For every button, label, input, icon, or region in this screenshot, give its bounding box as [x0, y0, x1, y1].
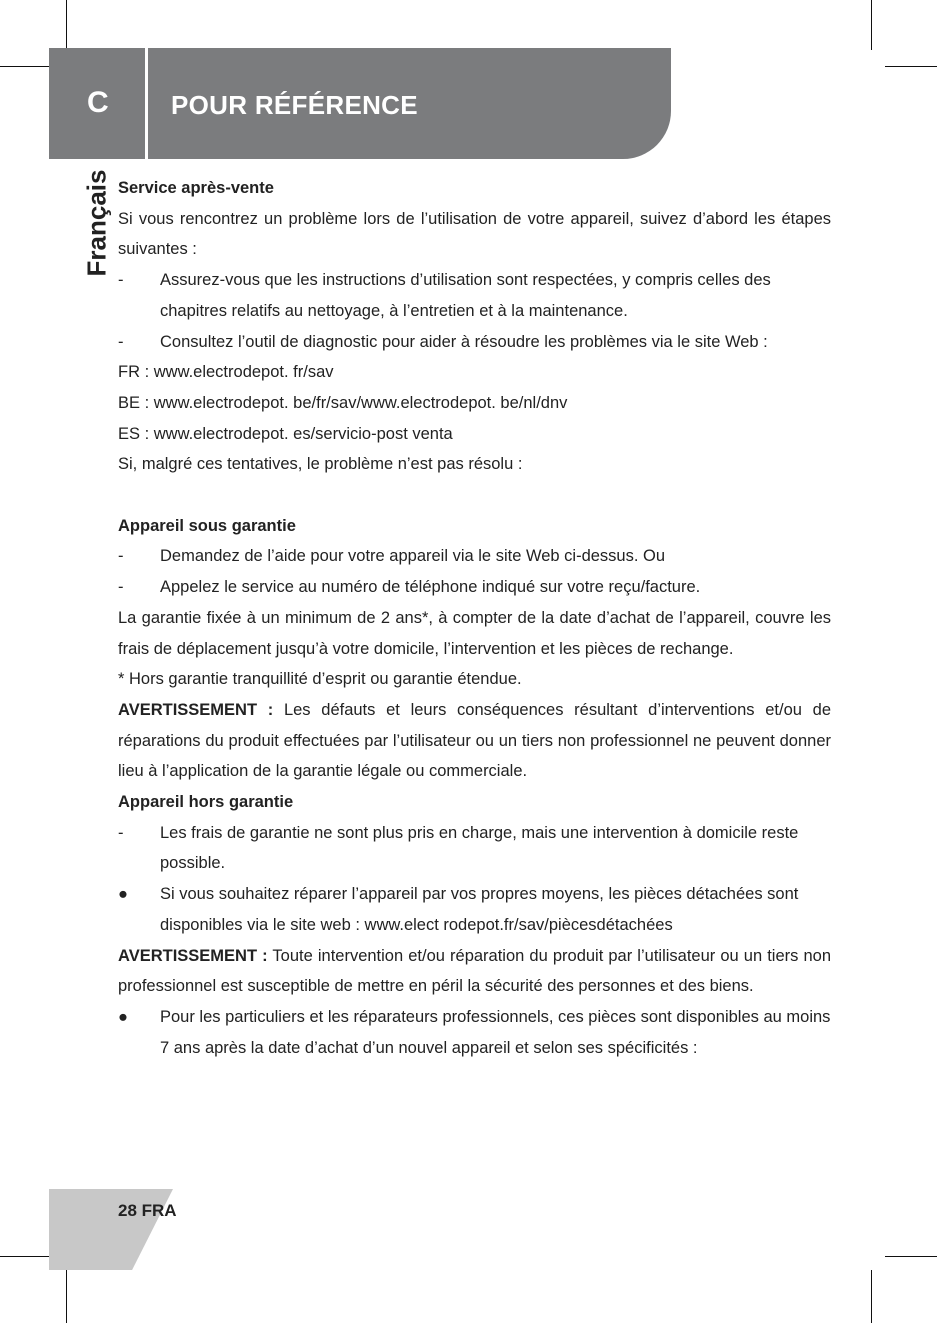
list-text: Assurez-vous que les instructions d’utilisation sont respectées, y compris celles des chapitres relatifs au nettoyage, à l’entretien et à la maintenance.: [160, 271, 771, 320]
crop-mark: [871, 0, 872, 50]
list-item: [118, 572, 831, 603]
section-heading: Service après-vente: [118, 179, 274, 197]
warning-label: AVERTISSEMENT :: [118, 946, 268, 965]
list-marker: -: [118, 823, 124, 842]
list-text: Demandez de l’aide pour votre appareil via le site Web ci-dessus. Ou: [160, 547, 666, 566]
list-item: [118, 879, 831, 940]
page-body: [118, 173, 831, 1063]
crop-mark: [66, 0, 67, 50]
warning-label: AVERTISSEMENT :: [118, 700, 274, 719]
url-es: ES : www.electrodepot. es/servicio-post venta: [118, 424, 453, 443]
list-item: [118, 818, 831, 879]
footnote: * Hors garantie tranquillité d’esprit ou garantie étendue.: [118, 670, 522, 689]
list-item: [118, 265, 831, 326]
list-text: Pour les particuliers et les réparateurs professionnels, ces pièces sont disponibles au moins 7 ans après la date d’achat d’un nouvel appareil et selon ses spécificités :: [160, 1007, 831, 1057]
bullet-icon: ●: [118, 885, 128, 904]
list-text: Les frais de garantie ne sont plus pris en charge, mais une intervention à domicile reste possible.: [160, 823, 799, 873]
url-be: BE : www.electrodepot. be/fr/sav/www.electrodepot. be/nl/dnv: [118, 393, 568, 412]
paragraph: Si, malgré ces tentatives, le problème n’est pas résolu :: [118, 455, 523, 474]
chapter-title: POUR RÉFÉRENCE: [171, 90, 418, 120]
list-marker: -: [118, 332, 124, 351]
list-marker: -: [118, 578, 124, 597]
warning-text: Toute intervention et/ou réparation du produit par l’utilisateur ou un tiers non professionnel est susceptible de mettre en péril la sécurité des personnes et des biens.: [118, 946, 831, 996]
list-item: [118, 541, 831, 572]
page-number: 28 FRA: [118, 1201, 177, 1220]
url-fr: FR : www.electrodepot. fr/sav: [118, 363, 334, 382]
crop-mark: [66, 1270, 67, 1323]
crop-mark: [871, 1270, 872, 1323]
crop-mark: [885, 66, 937, 67]
warning: [118, 941, 831, 1002]
list-text: Consultez l’outil de diagnostic pour aider à résoudre les problèmes via le site Web :: [160, 332, 768, 351]
language-tab: Français: [81, 169, 112, 277]
list-marker: -: [118, 547, 124, 566]
chapter-header: [49, 48, 671, 159]
crop-mark: [885, 1256, 937, 1257]
warning: [118, 695, 831, 787]
warning-text: Les défauts et leurs conséquences résultant d’interventions et/ou de réparations du produit effectuées par l’utilisateur ou un tiers non professionnel ne peuvent donner lieu à l’application de la garantie légale ou commerciale.: [118, 700, 832, 781]
list-item: [118, 327, 831, 358]
bullet-icon: ●: [118, 1007, 128, 1026]
list-marker: -: [118, 271, 124, 290]
paragraph: Si vous rencontrez un problème lors de l’utilisation de votre appareil, suivez d’abord les étapes suivantes :: [118, 209, 831, 259]
crop-mark: [0, 66, 50, 67]
list-text: Si vous souhaitez réparer l’appareil par vos propres moyens, les pièces détachées sont disponibles via le site web : www.elect rodepot.fr/sav/piècesdétachées: [160, 885, 799, 934]
section-heading: Appareil sous garantie: [118, 516, 296, 535]
list-item: [118, 1002, 831, 1063]
divider: [145, 48, 148, 159]
paragraph: La garantie fixée à un minimum de 2 ans*, à compter de la date d’achat de l’appareil, couvre les frais de déplacement jusqu’à votre domicile, l’intervention et les pièces de rechange.: [118, 608, 831, 658]
section-heading: Appareil hors garantie: [118, 793, 294, 812]
chapter-letter: C: [87, 86, 109, 119]
list-text: Appelez le service au numéro de téléphone indiqué sur votre reçu/facture.: [160, 578, 701, 597]
crop-mark: [0, 1256, 50, 1257]
